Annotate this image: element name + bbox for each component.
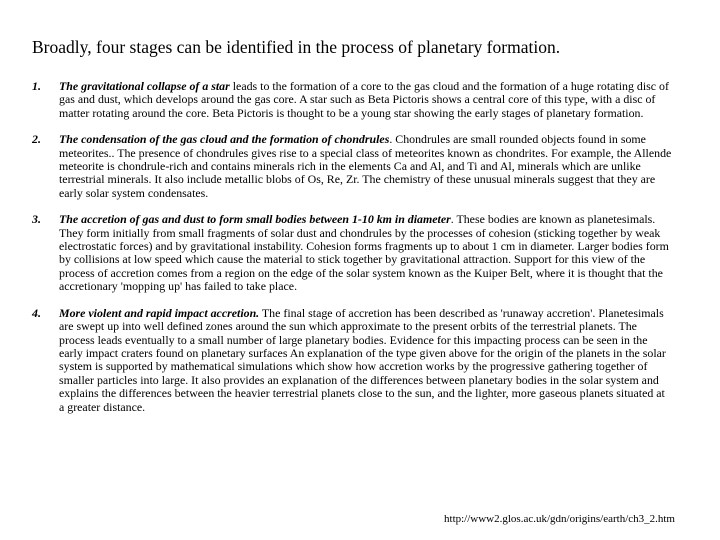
stage-number: 2. [32,132,41,147]
stage-body: . Chondrules are small rounded objects found in some meteorites.. The presence of chondrules gives rise to a special class of meteorites known as chondrites. For example, the Allende meteorite is chondrule-rich and contains minerals rich in the elements Ca and Al, and Ti and Al, minerals which are unlike terrestrial minerals. It also include metallic blobs of Os, Re, Zr. The chemistry of these unusual minerals suggest that they are early solar system condensates. [59,132,672,200]
slide-heading: Broadly, four stages can be identified in the process of planetary formation. [32,37,561,57]
stage-body: . These bodies are known as planetesimals. They form initially from small fragments of solar dust and chondrules by the processes of cohesion (sticking together by weak electrostatic forces) and by gravitational instability. Cohesion forms fragments up to about 1 cm in diameter. Larger bodies form by collisions at low speed which cause the material to stick together by gravitational attraction. Support for this view of the process of accretion comes from a region on the edge of the solar system known as the Kuiper Belt, where it is thought that the accretionary 'mopping up' has failed to take place. [59,212,669,294]
stage-body: leads to the formation of a core to the gas cloud and the formation of a huge rotating disc of gas and dust, which develops around the gas core. A star such as Beta Pictoris shows a central core of this type, with a disc of matter rotating around the core. Beta Pictoris is thought to be a young star showing the early stages of planetary formation. [59,79,669,120]
stage-item [32,307,672,414]
stage-number: 3. [32,212,41,227]
source-url: http://www2.glos.ac.uk/gdn/origins/earth/ch3_2.htm [444,513,675,525]
stage-title: More violent and rapid impact accretion. [59,305,260,320]
stage-title: The gravitational collapse of a star [59,79,230,93]
stage-item [32,133,672,200]
stage-title: The condensation of the gas cloud and the formation of chondrules [59,132,390,147]
stage-list [32,80,672,427]
stage-number: 1. [32,79,41,93]
stage-number: 4. [32,305,41,320]
stage-body: The final stage of accretion has been described as 'runaway accretion'. Planetesimals are swept up into well defined zones around the sun which approximate to the present orbits of the terrestrial planets. The process leads eventually to a small number of large planetary bodies. Evidence for this impacting process can be seen in the early impact craters found on planetary surfaces An explanation of the type given above for the origin of the planets in the solar system is supported by mathematical simulations which show how accretion works by the progressive gathering together of smaller particles into large. It also provides an explanation of the differences between planetary bodies in the solar system and explains the differences between the heavier terrestrial planets close to the sun, and the lighter, more gaseous planets situated at a greater distance. [59,305,666,414]
stage-item [32,80,672,120]
stage-item [32,213,672,293]
stage-title: The accretion of gas and dust to form small bodies between 1-10 km in diameter [59,212,451,227]
